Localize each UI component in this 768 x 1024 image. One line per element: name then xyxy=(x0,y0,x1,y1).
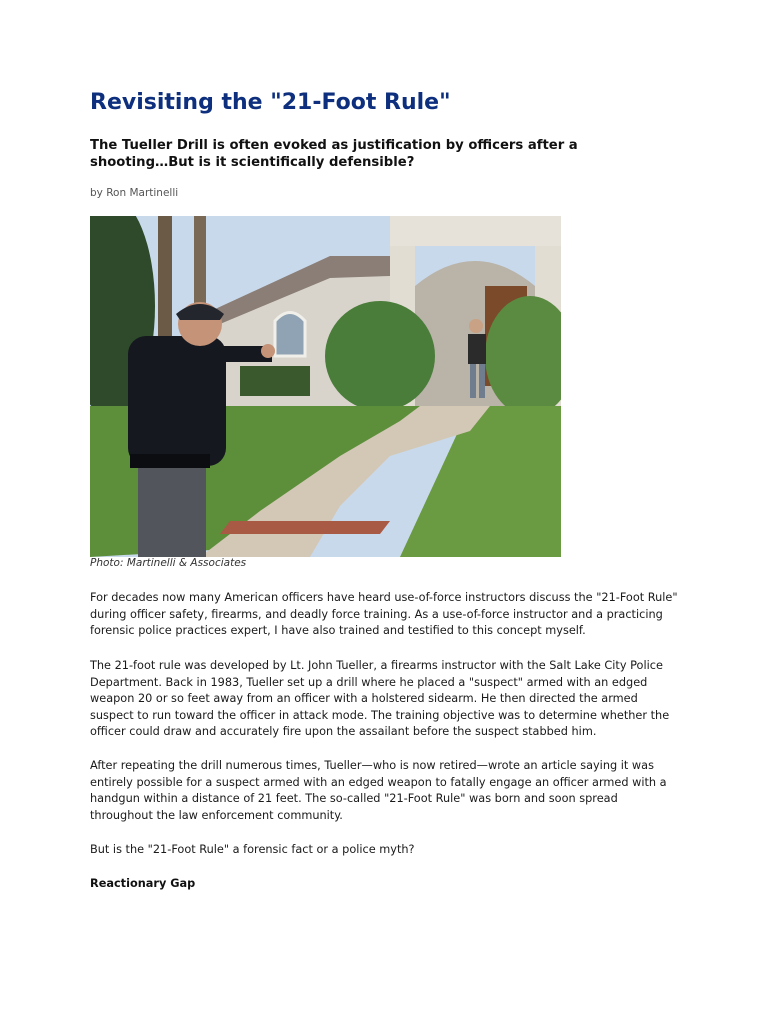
article-title: Revisiting the "21-Foot Rule" xyxy=(90,90,451,115)
article-paragraph: After repeating the drill numerous times, Tueller—who is now retired—wrote an article saying it was entirely possible for a suspect armed with an edged weapon to fatally engage an officer armed with a handgun within a distance of 21 feet. The so-called "21-Foot Rule" was born and soon spread throughout the law enforcement community. xyxy=(90,759,667,822)
article-byline: by Ron Martinelli xyxy=(90,187,179,199)
article-paragraph: The 21-foot rule was developed by Lt. John Tueller, a firearms instructor with the Salt Lake City Police Department. Back in 1983, Tueller set up a drill where he placed a "suspect" armed with an edged weapon 20 or so feet away from an officer with a holstered sidearm. He then directed the armed suspect to run toward the officer in attack mode. The training objective was to determine whether the officer could draw and accurately fire upon the assailant before the suspect stabbed him. xyxy=(90,659,670,738)
photo-caption: Photo: Martinelli & Associates xyxy=(90,557,247,569)
article-subtitle: The Tueller Drill is often evoked as justification by officers after a shooting…But is it scientifically defensible? xyxy=(90,138,578,170)
section-heading: Reactionary Gap xyxy=(90,877,196,890)
article-paragraph: For decades now many American officers have heard use-of-force instructors discuss the "21-Foot Rule" during officer safety, firearms, and deadly force training. As a use-of-force instructor and a practicing forensic police practices expert, I have also trained and testified to this concept myself. xyxy=(90,591,678,637)
article-photo xyxy=(90,216,561,557)
article-paragraph: But is the "21-Foot Rule" a forensic fact or a police myth? xyxy=(90,843,415,856)
